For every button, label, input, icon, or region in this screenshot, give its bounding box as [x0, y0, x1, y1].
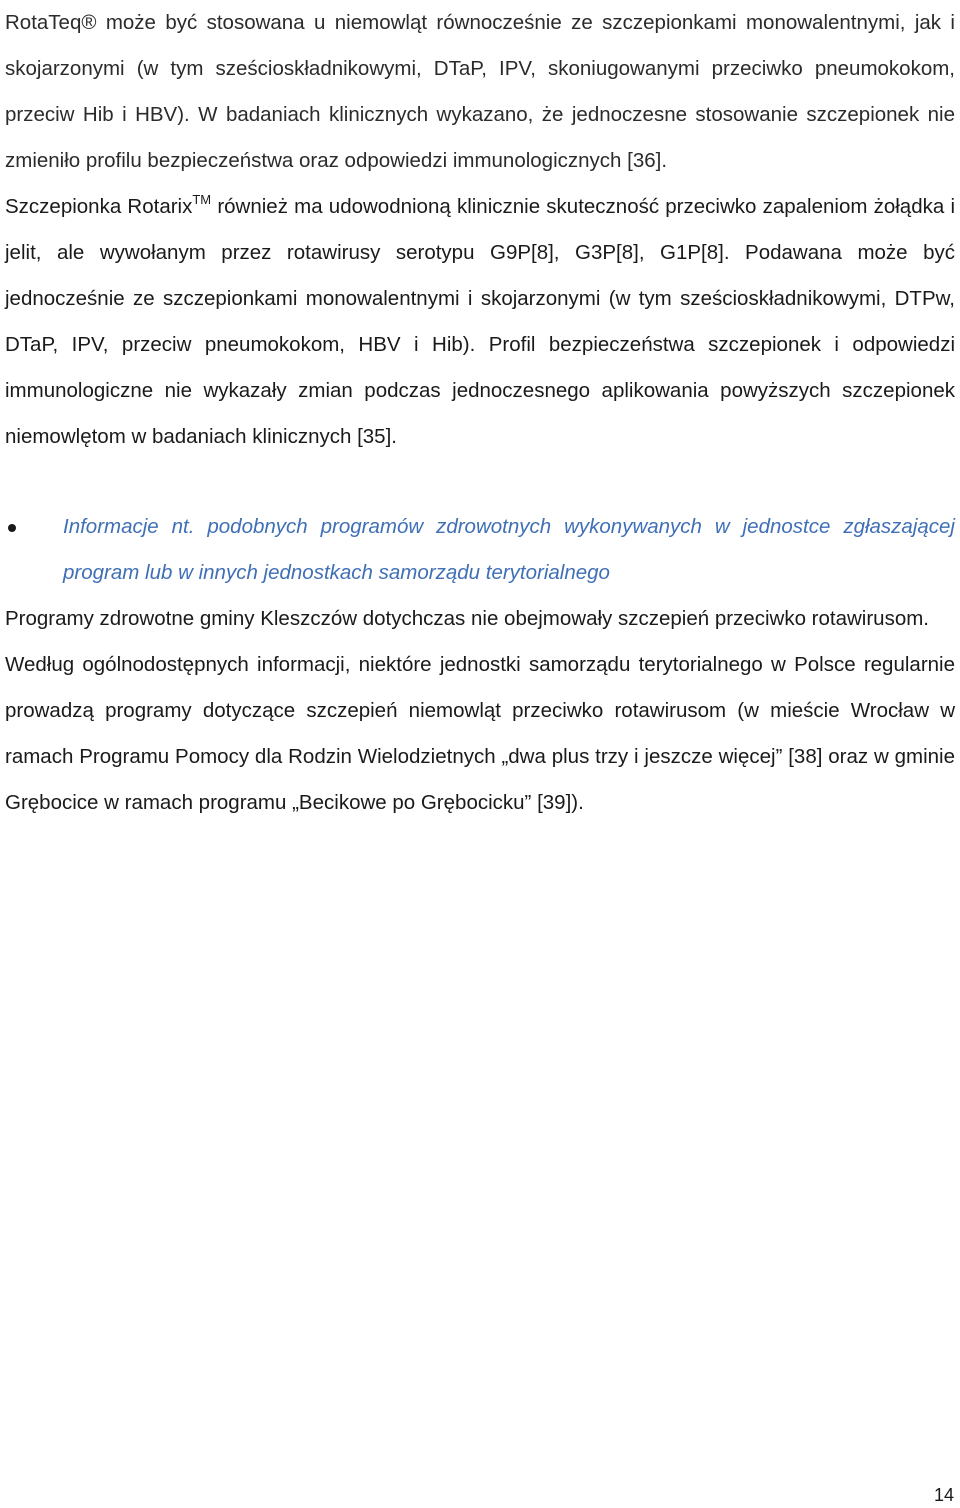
paragraph-poland-programs: Według ogólnodostępnych informacji, niektóre jednostki samorządu terytorialnego w Polsce regularnie prowadzą programy dotyczące szczepień niemowląt przeciwko rotawirusom (w mieście Wrocław w ramach Programu Pomocy dla Rodzin Wielodzietnych „dwa plus trzy i jeszcze więcej” [38] oraz w gminie Grębocice w ramach programu „Becikowe po Grębocicku” [39]).: [5, 653, 955, 814]
paragraph-rotateq: RotaTeq® może być stosowana u niemowląt równocześnie ze szczepionkami monowalentnymi, jak i skojarzonymi (w tym sześcioskładnikowymi, DTaP, IPV, skoniugowanymi przeciwko pneumokokom, przeciw Hib i HBV). W badaniach klinicznych wykazano, że jednoczesne stosowanie szczepionek nie zmieniło profilu bezpieczeństwa oraz odpowiedzi immunologicznych [36].: [5, 11, 955, 172]
section-heading-similar-programs: Informacje nt. podobnych programów zdrowotnych wykonywanych w jednostce zgłaszającej program lub w innych jednostkach samorządu terytorialnego: [63, 515, 955, 584]
document-page: [5, 0, 955, 826]
bullet-icon: [8, 524, 16, 532]
paragraph-rotarix: [5, 184, 955, 460]
page-number: 14: [933, 1485, 954, 1505]
rotarix-text-rest: również ma udowodnioną klinicznie skuteczność przeciwko zapaleniom żołądka i jelit, ale wywołanym przez rotawirusy serotypu G9P[8], G3P[8], G1P[8]. Podawana może być jednocześnie ze szczepionkami monowalentnymi i skojarzonymi (w tym sześcioskładnikowymi, DTPw, DTaP, IPV, przeciw pneumokokom, HBV i Hib). Profil bezpieczeństwa szczepionek i odpowiedzi immunologiczne nie wykazały zmian podczas jednoczesnego aplikowania powyższych szczepionek niemowlętom w badaniach klinicznych [35].: [5, 195, 955, 448]
bullet-item: [5, 504, 955, 596]
paragraph-kleszczow: Programy zdrowotne gminy Kleszczów dotychczas nie obejmowały szczepień przeciwko rotawirusom.: [5, 607, 930, 630]
trademark-mark: TM: [192, 192, 212, 207]
rotarix-text-start: Szczepionka Rotarix: [5, 195, 193, 218]
